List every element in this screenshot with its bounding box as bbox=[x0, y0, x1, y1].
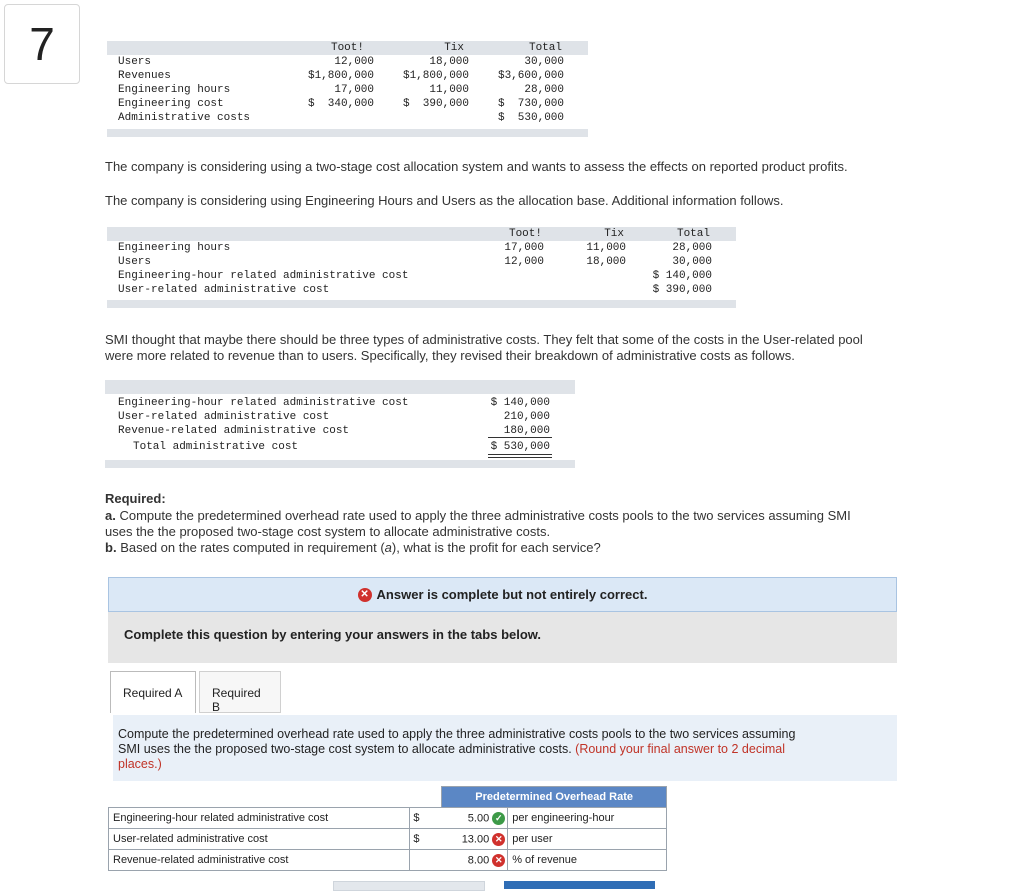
cell-tix: 18,000 bbox=[429, 56, 469, 68]
total-label: Total administrative cost bbox=[133, 441, 299, 453]
total-double-rule bbox=[488, 454, 552, 458]
required-b-ref: a bbox=[384, 540, 392, 555]
header-spacer bbox=[410, 787, 442, 808]
required-b-text-1: Based on the rates computed in requirement ( bbox=[120, 540, 385, 555]
currency-symbol: $ bbox=[410, 808, 442, 829]
cell-total: 28,000 bbox=[524, 84, 564, 96]
cell-toot: $ 340,000 bbox=[307, 98, 374, 110]
cell-total: $ 530,000 bbox=[497, 112, 564, 124]
cell-total: 28,000 bbox=[672, 242, 712, 254]
check-circle-icon: ✓ bbox=[492, 812, 505, 825]
required-a-text: Compute the predetermined overhead rate used to apply the three administrative costs pools to the two services assuming SMI bbox=[119, 508, 851, 523]
cell-tix: $ 390,000 bbox=[402, 98, 469, 110]
total-value: $ 530,000 bbox=[490, 441, 550, 453]
column-header-total: Total bbox=[676, 228, 710, 240]
required-a-prefix: a. bbox=[105, 508, 116, 523]
x-circle-icon: ✕ bbox=[492, 854, 505, 867]
instruction-line2-text: SMI uses the the proposed two-stage cost system to allocate administrative costs. bbox=[118, 742, 576, 756]
instruction-line1: Compute the predetermined overhead rate used to apply the three administrative costs pools to the two services assuming bbox=[118, 727, 796, 741]
table-footer-bar bbox=[107, 300, 736, 308]
rate-value: 5.00 bbox=[467, 811, 490, 824]
required-b-prefix: b. bbox=[105, 540, 117, 555]
cell-total: $ 390,000 bbox=[652, 284, 712, 296]
row-label: Engineering hours bbox=[118, 242, 231, 254]
row-label: Users bbox=[118, 56, 152, 68]
column-header-tix: Tix bbox=[444, 42, 464, 54]
paragraph-smi-line1: SMI thought that maybe there should be three types of administrative costs. They felt that some of the costs in the User-related pool bbox=[105, 332, 863, 347]
cell-toot: 12,000 bbox=[334, 56, 374, 68]
cell-tix: 11,000 bbox=[429, 84, 469, 96]
rounding-note-continued: places.) bbox=[118, 757, 162, 771]
table-row bbox=[109, 829, 667, 850]
row-label: Administrative costs bbox=[118, 112, 251, 124]
rate-input-engineering[interactable] bbox=[442, 808, 508, 829]
row-label: Revenue-related administrative cost bbox=[118, 425, 350, 437]
row-label: Revenue-related administrative cost bbox=[109, 850, 410, 871]
cell-total: $ 140,000 bbox=[652, 270, 712, 282]
required-a-line1 bbox=[105, 508, 851, 524]
table-row bbox=[109, 808, 667, 829]
rounding-note: (Round your final answer to 2 decimal bbox=[575, 742, 785, 756]
header-spacer bbox=[109, 787, 410, 808]
next-tab-button[interactable] bbox=[504, 881, 655, 889]
answer-status-text: Answer is complete but not entirely correct. bbox=[376, 587, 648, 602]
paragraph-allocation-base: The company is considering using Engineering Hours and Users as the allocation base. Additional information follows. bbox=[105, 193, 784, 208]
rate-value: 8.00 bbox=[467, 853, 490, 866]
cell-toot: $1,800,000 bbox=[307, 70, 374, 82]
previous-tab-button[interactable] bbox=[333, 881, 485, 891]
required-b bbox=[105, 540, 601, 556]
instruction-box: Complete this question by entering your answers in the tabs below. bbox=[108, 612, 897, 663]
table-header-bar bbox=[105, 380, 575, 394]
cell-tix: 11,000 bbox=[586, 242, 626, 254]
table-footer-bar bbox=[105, 460, 575, 468]
table-header-row bbox=[109, 787, 667, 808]
rate-unit: per user bbox=[508, 829, 667, 850]
row-label: User-related administrative cost bbox=[109, 829, 410, 850]
paragraph-smi-line2: were more related to revenue than to users. Specifically, they revised their breakdown of administrative costs as follows. bbox=[105, 348, 795, 363]
tab-instruction bbox=[113, 715, 897, 781]
cell-value: 210,000 bbox=[503, 411, 550, 423]
answer-status-banner bbox=[108, 577, 897, 612]
cell-toot: 12,000 bbox=[504, 256, 544, 268]
x-circle-icon: ✕ bbox=[492, 833, 505, 846]
cell-total: $ 730,000 bbox=[497, 98, 564, 110]
cell-toot: 17,000 bbox=[334, 84, 374, 96]
instruction-line2 bbox=[118, 742, 892, 757]
column-header-total: Total bbox=[528, 42, 562, 54]
column-header-toot: Toot! bbox=[330, 42, 364, 54]
required-b-text-2: ), what is the profit for each service? bbox=[391, 540, 601, 555]
rate-input-revenue[interactable] bbox=[442, 850, 508, 871]
rate-value: 13.00 bbox=[461, 832, 490, 845]
row-label: Engineering hours bbox=[118, 84, 231, 96]
row-label: Engineering-hour related administrative cost bbox=[109, 808, 410, 829]
rate-unit: per engineering-hour bbox=[508, 808, 667, 829]
cell-total: 30,000 bbox=[524, 56, 564, 68]
subtotal-rule bbox=[488, 437, 552, 438]
cell-toot: 17,000 bbox=[504, 242, 544, 254]
tab-required-a[interactable]: Required A bbox=[110, 671, 196, 713]
required-a-line2: uses the the proposed two-stage cost system to allocate administrative costs. bbox=[105, 524, 551, 539]
paragraph-two-stage: The company is considering using a two-stage cost allocation system and wants to assess the effects on reported product profits. bbox=[105, 159, 848, 174]
row-label: User-related administrative cost bbox=[118, 284, 330, 296]
required-heading: Required: bbox=[105, 491, 166, 506]
rate-input-user[interactable] bbox=[442, 829, 508, 850]
column-header-tix: Tix bbox=[604, 228, 624, 240]
predetermined-rate-header: Predetermined Overhead Rate bbox=[442, 787, 667, 808]
row-label: Revenues bbox=[118, 70, 171, 82]
question-number: 7 bbox=[4, 4, 80, 84]
row-label: Users bbox=[118, 256, 152, 268]
overhead-rate-table bbox=[108, 786, 667, 871]
row-label: Engineering cost bbox=[118, 98, 224, 110]
row-label: Engineering-hour related administrative cost bbox=[118, 270, 409, 282]
row-label: User-related administrative cost bbox=[118, 411, 330, 423]
row-label: Engineering-hour related administrative cost bbox=[118, 397, 409, 409]
tab-required-b[interactable]: Required B bbox=[199, 671, 281, 713]
currency-symbol bbox=[410, 850, 442, 871]
table-row bbox=[109, 850, 667, 871]
column-header-toot: Toot! bbox=[508, 228, 542, 240]
cell-total: $3,600,000 bbox=[497, 70, 564, 82]
cell-tix: $1,800,000 bbox=[402, 70, 469, 82]
currency-symbol: $ bbox=[410, 829, 442, 850]
cell-total: 30,000 bbox=[672, 256, 712, 268]
rate-unit: % of revenue bbox=[508, 850, 667, 871]
table-footer-bar bbox=[107, 129, 588, 137]
cell-value: $ 140,000 bbox=[490, 397, 550, 409]
x-circle-icon: ✕ bbox=[358, 588, 372, 602]
cell-value: 180,000 bbox=[503, 425, 550, 437]
cell-tix: 18,000 bbox=[586, 256, 626, 268]
